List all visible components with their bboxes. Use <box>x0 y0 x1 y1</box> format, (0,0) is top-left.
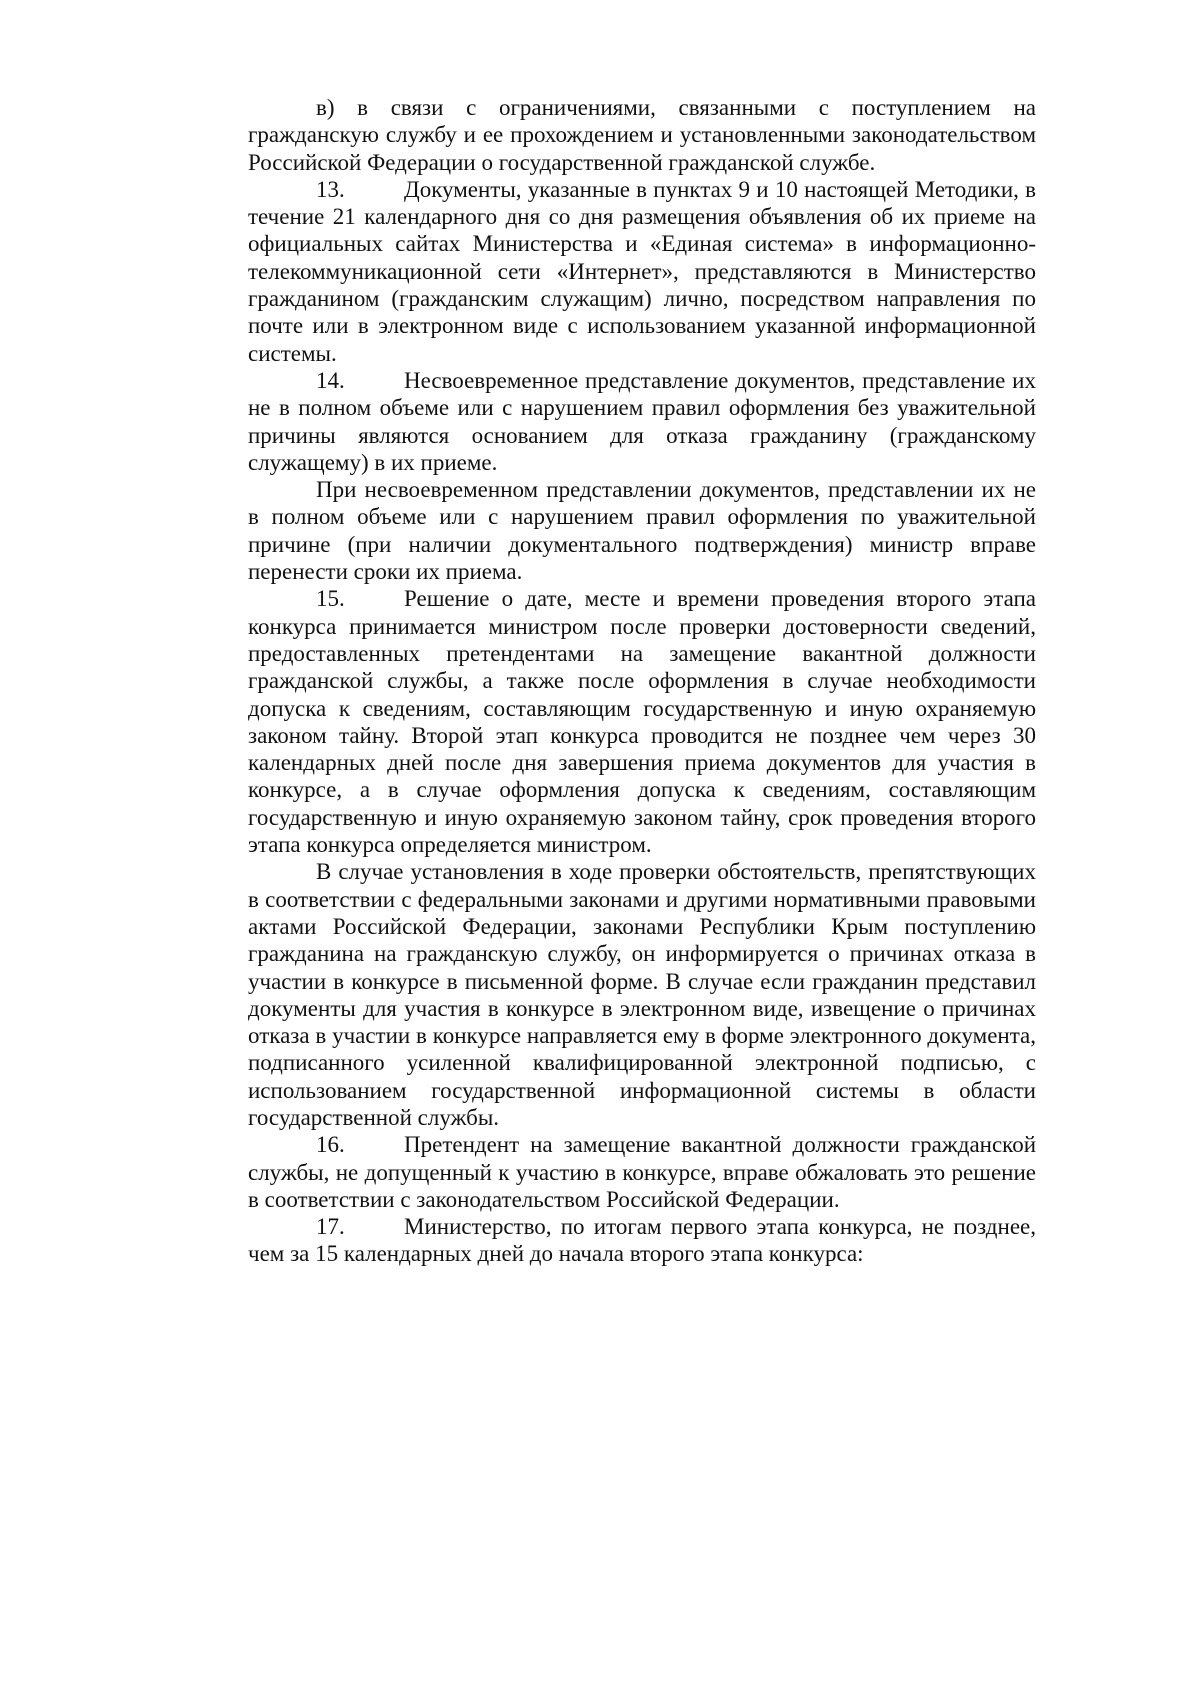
paragraph-text: Несвоевременное представление документов, представление их не в полном объеме или с нарушением правил оформления без уважительной причины являются основанием для отказа гражданину (гражданскому служащему) в их приеме. <box>248 367 1036 475</box>
paragraph-number: 14. <box>316 367 345 393</box>
paragraph-16 <box>248 1131 1036 1213</box>
paragraph-text: Претендент на замещение вакантной должности гражданской службы, не допущенный к участию в конкурсе, вправе обжаловать это решение в соответствии с законодательством Российской Федерации. <box>248 1132 1036 1212</box>
paragraph-14 <box>248 367 1036 476</box>
document-page <box>248 94 1036 1268</box>
paragraph-14-continued <box>248 476 1036 585</box>
paragraph-13 <box>248 176 1036 367</box>
paragraph-text: Решение о дате, месте и времени проведения второго этапа конкурса принимается министром после проверки достоверности сведений, предоставленных претендентами на замещение вакантной должности гражданской службы, а также после оформления в случае необходимости допуска к сведениям, составляющим государственную и иную охраняемую законом тайну. Второй этап конкурса проводится не позднее чем через 30 календарных дней после дня завершения приема документов для участия в конкурсе, а в случае оформления допуска к сведениям, составляющим государственную и иную охраняемую законом тайну, срок проведения второго этапа конкурса определяется министром. <box>248 586 1036 858</box>
paragraph-text: При несвоевременном представлении документов, представлении их не в полном объеме или с нарушением правил оформления по уважительной причине (при наличии документального подтверждения) министр вправе перенести сроки их приема. <box>248 477 1036 585</box>
paragraph-v <box>248 94 1036 176</box>
paragraph-text: Документы, указанные в пунктах 9 и 10 настоящей Методики, в течение 21 календарного дня со дня размещения объявления об их приеме на официальных сайтах Министерства и «Единая система» в информационно-телекоммуникационной сети «Интернет», представляются в Министерство гражданином (гражданским служащим) лично, посредством направления по почте или в электронном виде с использованием указанной информационной системы. <box>248 176 1036 366</box>
paragraph-15-continued <box>248 858 1036 1131</box>
paragraph-15 <box>248 585 1036 858</box>
paragraph-17 <box>248 1213 1036 1268</box>
paragraph-text: в) в связи с ограничениями, связанными с поступлением на гражданскую службу и ее прохождением и установленными законодательством Российской Федерации о государственной гражданской службе. <box>248 95 1036 175</box>
paragraph-number: 16. <box>316 1132 345 1158</box>
paragraph-number: 13. <box>316 176 345 202</box>
paragraph-number: 17. <box>316 1214 345 1240</box>
paragraph-number: 15. <box>316 586 345 612</box>
paragraph-text: В случае установления в ходе проверки обстоятельств, препятствующих в соответствии с федеральными законами и другими нормативными правовыми актами Российской Федерации, законами Республики Крым поступлению гражданина на гражданскую службу, он информируется о причинах отказа в участии в конкурсе в письменной форме. В случае если гражданин представил документы для участия в конкурсе в электронном виде, извещение о причинах отказа в участии в конкурсе направляется ему в форме электронного документа, подписанного усиленной квалифицированной электронной подписью, с использованием государственной информационной системы в области государственной службы. <box>248 859 1036 1130</box>
paragraph-text: Министерство, по итогам первого этапа конкурса, не позднее, чем за 15 календарных дней до начала второго этапа конкурса: <box>248 1214 1036 1267</box>
